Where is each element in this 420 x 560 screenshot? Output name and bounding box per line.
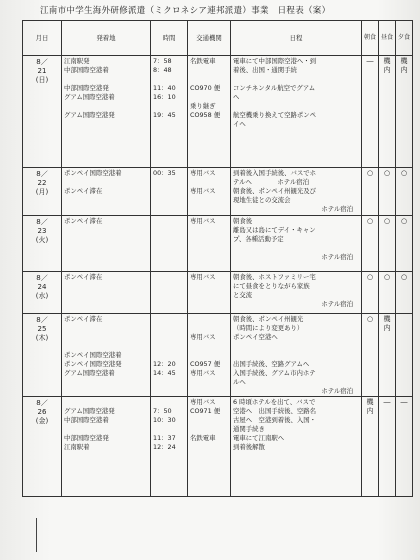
time-cell-line [153,75,185,84]
header-lunch [379,21,396,56]
plan-cell-line: 到着後解散 [233,443,265,452]
time-cell-line [153,102,185,111]
place-cell-line: ポンペイ国際空港発 [64,359,122,368]
plan-cell-line [233,244,359,253]
meal-mark: 機内 [383,57,391,75]
time-cell-line: 19：45 [153,111,176,119]
place-cell-line: グアム国際空港発 [64,111,115,119]
transport-cell-line [190,416,228,425]
place-cell-line [64,324,148,333]
plan-cell [231,313,362,397]
time-cell-line: 12：20 [153,359,176,368]
time-cell-line [153,342,185,351]
date-cell-line: 24 [37,282,47,291]
plan-cell-line: 朝食後、ポンペイ州観光 [233,314,304,323]
date-cell-line: 22 [37,179,47,187]
time-cell-line [153,217,185,226]
plan-cell-line: へ [233,93,240,101]
time-cell-line [153,398,185,407]
transport-cell-line: 専用バス [190,187,216,195]
plan-cell-line: 朝食後 [233,216,253,225]
transport-cell-line [190,66,228,75]
time-cell [151,397,188,497]
place-cell-line [64,342,148,351]
plan-cell-line: ホテル宿泊 [321,205,353,213]
day-row [23,168,413,216]
date-cell [23,397,62,497]
time-cell-line: 7：58 [153,57,172,65]
date-cell [23,215,62,271]
meal-mark: ○ [400,216,408,225]
place-cell-line: ポンペイ滞在 [64,216,103,225]
header-place: 発着地 [62,21,151,56]
date-cell-line: 21 [37,67,47,75]
transport-cell-line [190,425,228,434]
date-cell-line: (月) [35,188,49,196]
plan-cell-line: 入国手続後、グアム市内ホテ [233,368,316,377]
header-transport: 交通機関 [188,21,231,56]
plan-cell-line: 出国手続後、空路グアムへ [233,359,310,368]
place-cell-line: ポンペイ国際空港着 [64,350,122,359]
place-cell [62,313,151,397]
time-cell-line [153,324,185,333]
place-cell [62,56,151,168]
lunch-cell [379,271,396,313]
place-cell-line [64,102,148,111]
header-plan: 日程 [231,21,362,56]
time-cell [151,215,188,271]
place-cell-line [64,333,148,342]
plan-cell-line: 古屋へ 空港到着後、入国・ [233,416,317,425]
time-cell [151,56,188,168]
place-cell [62,168,151,216]
plan-cell-line: ポンペイ空港へ [233,332,278,341]
dinner-cell [396,215,413,271]
time-cell [151,168,188,216]
transport-cell-line [190,342,228,351]
transport-cell-line [190,178,228,187]
time-cell-line [153,273,185,282]
header-date: 月日 [23,21,62,56]
breakfast-cell [362,271,379,313]
plan-cell-line: イへ [233,120,246,128]
meal-mark: ○ [400,272,408,281]
place-cell-line: 江南駅着 [64,443,90,452]
time-cell-line: 14：45 [153,368,176,377]
meal-mark: 機内 [400,57,408,75]
transport-cell-line: 専用バス [190,332,216,341]
time-cell-line [153,351,185,360]
plan-cell [231,397,362,497]
plan-cell-line: 朝食後、ポンペイ州観光及び [233,187,317,195]
plan-cell-line [233,102,359,111]
date-cell-line: (木) [35,333,49,342]
plan-cell-line: 航空機乗り換えて空路ポンペ [233,111,317,119]
date-cell-line: (水) [35,291,49,300]
plan-cell-line: 空港へ 出国手続後、空路名 [233,407,317,416]
date-cell-line: 23 [37,226,47,235]
plan-cell [231,56,362,168]
breakfast-cell [362,56,379,168]
meal-mark: ○ [383,216,391,225]
day-row [23,313,413,397]
date-cell-line: 26 [37,408,47,417]
time-cell-line: 11：37 [153,434,176,443]
breakfast-cell [362,168,379,216]
date-cell [23,313,62,397]
transport-cell-line [190,351,228,360]
plan-cell-line: 6 時頃ホテルを出て、バスで [233,398,316,407]
plan-cell-line [233,351,359,360]
day-row [23,397,413,497]
plan-cell-line [233,75,359,84]
plan-cell-line: 電車にて中部国際空港へ・到 [233,57,317,65]
plan-cell-line: 朝食後、ホストファミリー宅 [233,272,316,281]
day-row [23,271,413,313]
date-cell-line: 8／ [36,399,48,408]
place-cell-line: 江南駅発 [64,57,90,65]
place-cell [62,215,151,271]
transport-cell-line: CO971 便 [190,407,221,416]
date-cell-line: (火) [35,235,49,244]
transport-cell-line [190,315,228,324]
plan-cell [231,168,362,216]
place-cell-line: ポンペイ滞在 [64,187,103,195]
breakfast-cell [362,215,379,271]
lunch-cell [379,168,396,216]
meal-mark: 機内 [383,314,391,332]
day-row [23,215,413,271]
meal-mark: ○ [383,272,391,281]
plan-cell-line: 通関手続き [233,425,265,434]
plan-cell [231,271,362,313]
time-cell [151,271,188,313]
header-dinner-label: 夕食 [398,34,411,42]
transport-cell-line: CO957 便 [190,359,221,368]
header-dinner [396,21,413,56]
breakfast-cell [362,313,379,397]
transport-cell [188,56,231,168]
schedule-table [22,20,413,497]
time-cell-line: 7：50 [153,407,172,416]
header-breakfast [362,21,379,56]
plan-cell-line: と交流 [233,290,253,299]
plan-cell-line: ホテル宿泊 [321,299,353,308]
transport-cell-line: 専用バス [190,169,216,177]
header-breakfast-label: 朝食 [364,34,377,42]
date-cell-line: 8／ [36,217,48,226]
plan-cell-line: 離島又は島にてデイ・キャン [233,225,316,234]
transport-cell [188,215,231,271]
place-cell-line: ポンペイ滞在 [64,272,103,281]
plan-cell-line: （時間により変更あり） [233,323,304,332]
time-cell [151,313,188,397]
place-cell-line [64,75,148,84]
transport-cell-line [190,443,228,452]
dinner-cell [396,56,413,168]
date-cell [23,168,62,216]
plan-cell-line: コンチネンタル航空でグアム [233,84,316,92]
transport-cell-line: 名鉄電車 [190,434,216,443]
lunch-cell [379,215,396,271]
time-cell-line: 00：35 [153,169,176,177]
plan-cell [231,215,362,271]
lunch-cell [379,397,396,497]
meal-mark: 機内 [366,398,374,416]
meal-mark: ○ [366,314,374,323]
plan-cell-line: プ、各種活動予定 [233,234,284,243]
header-row [23,21,413,56]
plan-cell-line: 到着後入国手続後、バスでホ [233,169,317,177]
transport-cell [188,397,231,497]
date-cell [23,271,62,313]
dinner-cell [396,168,413,216]
place-cell-line: 中部国際空港発 [64,84,109,92]
place-cell [62,271,151,313]
time-cell-line [153,333,185,342]
place-cell-line: ポンペイ国際空港着 [64,169,122,177]
transport-cell-line [190,75,228,84]
plan-cell-line: ホテル宿泊 [321,252,353,261]
transport-cell-line: 専用バス [190,368,216,377]
plan-cell-line: 現地生徒との交流会 [233,196,291,204]
meal-mark: ○ [400,169,408,177]
day-row [23,56,413,168]
transport-cell-line: 乗り継ぎ [190,102,216,110]
transport-cell [188,313,231,397]
meal-mark: ○ [383,169,391,177]
transport-cell-line [190,93,228,102]
plan-cell-line [233,342,359,351]
time-cell-line: 8：48 [153,66,172,74]
date-cell-line: 8／ [36,58,48,66]
lunch-cell [379,56,396,168]
place-cell-line: 中部国際空港発 [64,434,109,443]
time-cell-line [153,187,185,196]
lunch-cell [379,313,396,397]
header-time: 時間 [151,21,188,56]
time-cell-line: 16：10 [153,93,176,101]
date-cell-line: (日) [35,76,49,84]
date-cell-line: 8／ [36,170,48,178]
plan-cell-line: ルへ [233,377,246,386]
transport-cell-line: CO958 便 [190,111,221,119]
place-cell-line [64,398,148,407]
transport-cell-line: 専用バス [190,216,216,225]
schedule-body [23,56,413,497]
dinner-cell [396,397,413,497]
transport-cell [188,271,231,313]
time-cell-line: 10：30 [153,416,176,425]
plan-cell-line: テルへ ホテル宿泊 [233,178,310,186]
dinner-cell [396,313,413,397]
plan-cell-line: 電車にて江南駅へ [233,434,285,443]
transport-cell [188,168,231,216]
plan-cell-line: ホテル宿泊 [321,386,353,395]
transport-cell-line: 専用バス [190,398,216,407]
document-title: 江南市中学生海外研修派遣（ミクロネシア連邦派遣）事業 日程表（案） [40,6,331,16]
meal-mark: ― [400,398,408,407]
time-cell-line: 11：40 [153,84,176,92]
date-cell [23,56,62,168]
plan-cell-line: にて昼食をとりながら家族 [233,281,310,290]
dinner-cell [396,271,413,313]
transport-cell-line [190,324,228,333]
place-cell-line [64,425,148,434]
date-cell-line: 8／ [36,315,48,324]
date-cell-line: (金) [35,417,49,426]
place-cell-line: 中部国際空港着 [64,416,109,425]
time-cell-line [153,178,185,187]
header-lunch-label: 昼食 [381,34,394,42]
place-cell [62,397,151,497]
meal-mark: ○ [366,272,374,281]
meal-mark: ○ [366,216,374,225]
place-cell-line: グアム国際空港着 [64,368,115,377]
plan-cell-line: 着後、出国・通関手続 [233,66,297,74]
breakfast-cell [362,397,379,497]
meal-mark: ― [383,398,391,407]
transport-cell-line: 名鉄電車 [190,57,216,65]
margin-mark [36,518,37,552]
place-cell-line: 中部国際空港着 [64,66,109,74]
meal-mark: ― [366,57,374,65]
date-cell-line: 8／ [36,273,48,282]
time-cell-line [153,315,185,324]
date-cell-line: 25 [37,324,47,333]
place-cell-line [64,178,148,187]
place-cell-line: ポンペイ滞在 [64,314,103,323]
transport-cell-line: 専用バス [190,272,216,281]
transport-cell-line: CO970 便 [190,84,221,92]
place-cell-line: グアム国際空港発 [64,407,115,416]
time-cell-line [153,425,185,434]
time-cell-line: 12：24 [153,443,176,452]
meal-mark: ○ [366,169,374,177]
place-cell-line: グアム国際空港着 [64,93,115,101]
